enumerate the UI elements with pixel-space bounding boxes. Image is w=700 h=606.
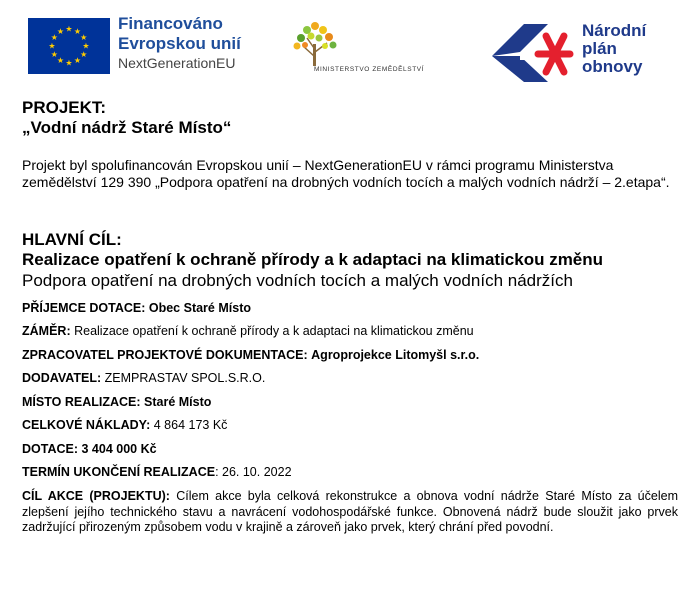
cost-value: 4 864 173 Kč [153,418,228,433]
eu-star-icon: ★ [56,56,65,66]
ministry-tree-icon [285,18,345,68]
goal-main: Realizace opatření k ochraně přírody a k adaptaci na klimatickou změnu [22,250,604,270]
recipient-value: Obec Staré Místo [148,300,251,315]
aim-label: CÍL AKCE (PROJEKTU): [22,488,170,503]
place-row [22,395,678,410]
eu-flag-icon [28,18,110,74]
deadline-label: TERMÍN UKONČENÍ REALIZACE [22,465,216,480]
npo-line1: Národní [582,21,647,40]
subsidy-label: DOTACE: [22,441,79,456]
recipient-row [22,301,678,316]
eu-star-icon: ★ [50,50,58,59]
subsidy-value: 3 404 000 Kč [81,441,157,456]
aim-value: Cílem akce byla celková rekonstrukce a obnova vodní nádrže Staré Místo za účelem zlepšení jejího technického stavu a navrácení vodohospodářské funkce. Obnovená nádrž bude sloužit jako prvek zadržující přirozeným způsobem vodu v krajině a zároveň jako prvek, který chrání před povodní. [22,488,678,535]
designer-label: ZPRACOVATEL PROJEKTOVÉ DOKUMENTACE: [22,347,308,362]
deadline-value: : 26. 10. 2022 [215,465,292,480]
eu-funding-text [118,14,241,71]
designer-row [22,348,678,363]
eu-line3: NextGenerationEU [118,55,236,72]
eu-star-icon: ★ [82,41,90,51]
eu-star-icon: ★ [80,33,88,42]
recipient-label: PŘÍJEMCE DOTACE: [22,300,146,315]
eu-line2: Evropskou unií [118,33,241,53]
npo-logo-icon [484,16,576,86]
goal-label: HLAVNÍ CÍL: [22,229,122,249]
eu-star-icon: ★ [65,24,73,34]
supplier-row [22,371,678,386]
eu-line1: Financováno [118,14,223,33]
eu-star-icon: ★ [56,26,65,36]
supplier-value: ZEMPRASTAV SPOL.S.R.O. [104,371,266,386]
header-logos [0,0,700,100]
project-intro: Projekt byl spolufinancován Evropskou unií – NextGenerationEU v rámci programu Ministerstva zemědělství 129 390 „Podpora opatření na drobných vodních tocích a malých vodních nádrží – 2.etapa“. [22,156,670,191]
eu-star-icon: ★ [48,41,56,51]
designer-value: Agroprojekce Litomyšl s.r.o. [311,347,480,362]
project-label: PROJEKT: [22,98,107,117]
npo-line3: obnovy [582,56,643,76]
goal-sub: Podpora opatření na drobných vodních tocích a malých vodních nádržích [22,270,573,290]
deadline-row [22,465,678,480]
project-name: „Vodní nádrž Staré Místo“ [22,118,232,138]
subsidy-row [22,442,678,457]
aim-row [22,489,678,536]
npo-text [582,22,646,76]
intent-value: Realizace opatření k ochraně přírody a k adaptaci na klimatickou změnu [74,324,474,339]
eu-star-icon: ★ [80,50,88,59]
place-label: MÍSTO REALIZACE: [22,394,141,409]
eu-star-icon: ★ [73,56,82,66]
document-body [22,98,678,544]
eu-star-icon: ★ [50,33,58,42]
cost-label: CELKOVÉ NÁKLADY: [22,418,151,433]
eu-star-icon: ★ [73,26,82,36]
cost-row [22,418,678,433]
supplier-label: DODAVATEL: [22,371,102,386]
intent-label: ZÁMĚR: [22,324,71,339]
place-value: Staré Místo [144,394,212,409]
ministry-name: MINISTERSTVO ZEMĚDĚLSTVÍ [314,66,425,73]
npo-line2: plán [582,38,617,58]
eu-star-icon: ★ [65,58,73,68]
intent-row [22,324,678,339]
